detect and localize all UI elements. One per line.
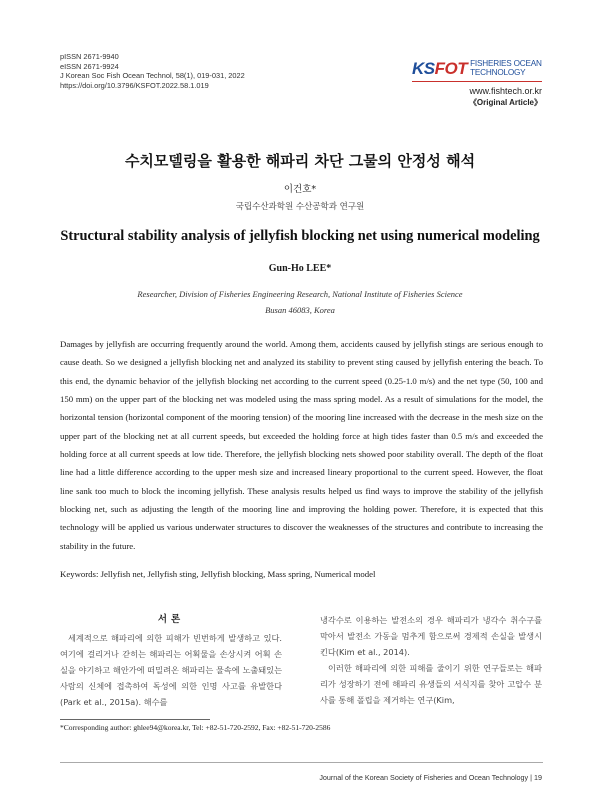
logo-ks: KS <box>412 58 435 78</box>
article-type: 《Original Article》 <box>468 98 542 107</box>
eissn: eISSN 2671-9924 <box>60 61 119 71</box>
korean-title: 수치모델링을 활용한 해파리 차단 그물의 안정성 해석 <box>124 152 476 170</box>
english-author: Gun-Ho LEE* <box>268 263 332 274</box>
doi-link[interactable]: https://doi.org/10.3796/KSFOT.2022.58.1.019 <box>60 80 209 90</box>
section-heading: 서론 <box>157 614 185 625</box>
logo-wordmark <box>470 60 542 78</box>
journal-url[interactable]: www.fishtech.or.kr <box>469 86 542 96</box>
english-affiliation: Researcher, Division of Fisheries Engineering Research, National Institute of Fisheries Science <box>137 289 463 299</box>
intro-left-column <box>60 612 282 710</box>
intro-paragraph-1: 세계적으로 해파리에 의한 피해가 빈번하게 발생하고 있다. 여기에 걸리거나 갇히는 해파리는 어획물을 손상시켜 어획 손실을 야기하고 해안가에 떠밀려온 해파리는 물속에 노출돼있는 사람의 신체에 접촉하여 독성에 의한 인명 사고를 유발한다(Park et al., 2015a). 해수를 <box>60 633 282 707</box>
korean-affiliation: 국립수산과학원 수산공학과 연구원 <box>235 202 365 212</box>
footnote-divider <box>60 719 210 720</box>
logo-mark <box>412 56 542 82</box>
intro-right-column <box>320 612 542 708</box>
citation: J Korean Soc Fish Ocean Technol, 58(1), 019-031, 2022 <box>60 71 245 81</box>
corresponding-author-footnote: *Corresponding author: ghlee94@korea.kr, Tel: +82-51-720-2592, Fax: +82-51-720-2586 <box>60 723 331 732</box>
logo-fot: FOT <box>434 58 468 78</box>
intro-paragraph-2: 이러한 해파리에 의한 피해를 줄이기 위한 연구들로는 해파리가 성장하기 전에 해파리 유생들의 서식지를 찾아 고압수 분사를 통해 폴립을 제거하는 연구(Kim, <box>320 663 542 705</box>
english-address: Busan 46083, Korea <box>265 305 335 315</box>
keywords: Keywords: Jellyfish net, Jellyfish sting, Jellyfish blocking, Mass spring, Numerical model <box>60 569 376 579</box>
intro-paragraph-1-cont: 냉각수로 이용하는 발전소의 경우 해파리가 냉각수 취수구를 막아서 발전소 가동을 멈추게 함으로써 경제적 손실을 발생시킨다(Kim et al., 2014). <box>320 615 542 657</box>
journal-logo <box>412 56 542 114</box>
running-footer: Journal of the Korean Society of Fisheries and Ocean Technology | 19 <box>319 773 542 782</box>
logo-line2: TECHNOLOGY <box>470 67 526 77</box>
pissn: pISSN 2671-9940 <box>60 52 119 61</box>
journal-meta <box>60 52 245 90</box>
abstract: Damages by jellyfish are occurring frequently around the world. Among them, accidents caused by jellyfish stings are serious enough to cause death. So we designed a jellyfish blocking net and analyzed its stability to prevent sting caused by jellyfish entering the beach. To this end, the dynamic behavior of the jellyfish blocking net according to the current speed (0.25-1.0 m/s) and the net type (50, 100 and 150 mm) on the upper part of the blocking net was modeled using the mass spring model. As a result of simulations for the model, the horizontal tension (horizontal component of the mooring tension) of the mooring line increased with the decrease in the mesh size on the upper part of the blocking net at all current speeds, but exceeded the holding force at high tides faster than 0.5 m/s and exceeded the holding force at all current speeds at low tide. Therefore, the jellyfish blocking nets showed poor stability overall. The depth of the float line had a little difference according to the upper mesh size and increased lineary proportional to the current speed. However, the float line sank too much to block the incoming jellyfish. These analysis results helped us find ways to improve the stability of the jellyfish blocking net, such as adjusting the length of the mooring line and improving the holding power. Therefore, it is expected that this technology will be applied us various underwater structures to discover the weaknesses of the structures and contribute to increasing the stability in the future. <box>60 339 543 551</box>
korean-author: 이건호* <box>283 184 317 195</box>
logo-line1: FISHERIES OCEAN <box>470 58 542 68</box>
english-title: Structural stability analysis of jellyfish blocking net using numerical modeling <box>60 228 540 244</box>
footer-divider <box>60 762 543 763</box>
